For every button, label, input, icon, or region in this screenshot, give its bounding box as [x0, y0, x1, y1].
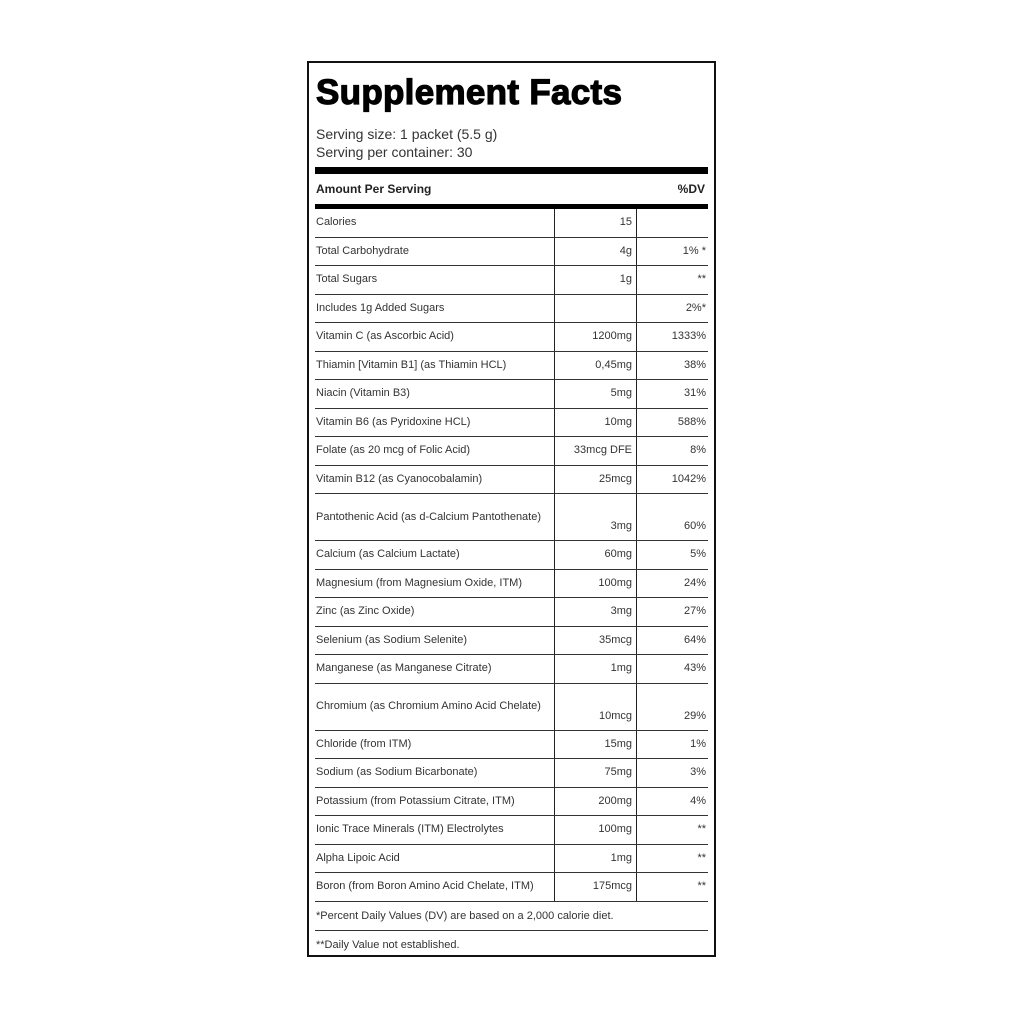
nutrient-name: Folate (as 20 mcg of Folic Acid): [315, 437, 555, 466]
nutrient-amount: 10mg: [555, 408, 637, 437]
nutrient-dv: 8%: [637, 437, 709, 466]
table-row: [315, 494, 708, 541]
serving-size: Serving size: 1 packet (5.5 g): [316, 126, 498, 142]
nutrient-dv: **: [637, 816, 709, 845]
nutrient-name: Alpha Lipoic Acid: [315, 844, 555, 873]
table-row: [315, 598, 708, 627]
nutrient-name: Potassium (from Potassium Citrate, ITM): [315, 787, 555, 816]
nutrient-name: Vitamin B6 (as Pyridoxine HCL): [315, 408, 555, 437]
table-row: [315, 844, 708, 873]
nutrient-name: Magnesium (from Magnesium Oxide, ITM): [315, 569, 555, 598]
table-header: [315, 174, 708, 204]
table-row: [315, 408, 708, 437]
nutrient-dv: 1042%: [637, 465, 709, 494]
nutrient-name: Boron (from Boron Amino Acid Chelate, ITM): [315, 873, 555, 902]
amount-per-serving-heading: Amount Per Serving: [316, 182, 432, 196]
nutrient-amount: 15mg: [555, 730, 637, 759]
nutrient-name: Niacin (Vitamin B3): [315, 380, 555, 409]
table-row: [315, 655, 708, 684]
nutrient-dv: 38%: [637, 351, 709, 380]
nutrient-dv: **: [637, 844, 709, 873]
nutrient-dv: 588%: [637, 408, 709, 437]
nutrient-amount: 1200mg: [555, 323, 637, 352]
nutrient-name: Sodium (as Sodium Bicarbonate): [315, 759, 555, 788]
nutrient-name: Total Carbohydrate: [315, 237, 555, 266]
table-row: [315, 730, 708, 759]
table-row: [315, 437, 708, 466]
nutrient-amount: 175mcg: [555, 873, 637, 902]
nutrient-amount: 75mg: [555, 759, 637, 788]
nutrient-amount: 10mcg: [555, 683, 637, 730]
nutrient-dv: 29%: [637, 683, 709, 730]
panel-title: Supplement Facts: [316, 73, 623, 112]
nutrient-dv: 1333%: [637, 323, 709, 352]
nutrient-dv: 5%: [637, 541, 709, 570]
nutrient-amount: 3mg: [555, 494, 637, 541]
nutrient-amount: 25mcg: [555, 465, 637, 494]
table-row: [315, 816, 708, 845]
nutrient-amount: 1mg: [555, 844, 637, 873]
nutrient-amount: 200mg: [555, 787, 637, 816]
nutrient-dv: 24%: [637, 569, 709, 598]
table-row: [315, 351, 708, 380]
nutrient-amount: 0,45mg: [555, 351, 637, 380]
table-row: [315, 787, 708, 816]
nutrient-dv: 1% *: [637, 237, 709, 266]
nutrient-amount: 100mg: [555, 816, 637, 845]
nutrient-name: Chromium (as Chromium Amino Acid Chelate): [315, 683, 555, 730]
dv-heading: %DV: [677, 182, 705, 196]
footnote-dv-not-established: **Daily Value not established.: [316, 938, 460, 951]
nutrient-name: Calories: [315, 209, 555, 237]
nutrient-dv: 2%*: [637, 294, 709, 323]
nutrient-name: Vitamin C (as Ascorbic Acid): [315, 323, 555, 352]
table-row: [315, 626, 708, 655]
supplement-facts-panel: [307, 61, 716, 957]
table-row: [315, 266, 708, 295]
table-row: [315, 873, 708, 902]
nutrient-amount: 33mcg DFE: [555, 437, 637, 466]
nutrient-dv: 4%: [637, 787, 709, 816]
table-row: [315, 465, 708, 494]
nutrient-name: Pantothenic Acid (as d-Calcium Pantothenate): [315, 494, 555, 541]
nutrient-dv: **: [637, 266, 709, 295]
nutrient-name: Calcium (as Calcium Lactate): [315, 541, 555, 570]
table-row: [315, 380, 708, 409]
footnote-dv-basis: *Percent Daily Values (DV) are based on a 2,000 calorie diet.: [315, 902, 708, 931]
nutrient-amount: 100mg: [555, 569, 637, 598]
table-row: [315, 294, 708, 323]
nutrient-dv: 1%: [637, 730, 709, 759]
nutrient-name: Ionic Trace Minerals (ITM) Electrolytes: [315, 816, 555, 845]
nutrient-amount: 5mg: [555, 380, 637, 409]
nutrient-amount: 1mg: [555, 655, 637, 684]
table-row: [315, 683, 708, 730]
nutrient-amount: [555, 294, 637, 323]
nutrient-name: Includes 1g Added Sugars: [315, 294, 555, 323]
table-row: [315, 541, 708, 570]
nutrient-name: Zinc (as Zinc Oxide): [315, 598, 555, 627]
nutrient-amount: 4g: [555, 237, 637, 266]
nutrient-dv: 31%: [637, 380, 709, 409]
thick-divider: [315, 167, 708, 174]
nutrient-amount: 3mg: [555, 598, 637, 627]
nutrient-amount: 60mg: [555, 541, 637, 570]
nutrient-table: [315, 209, 708, 902]
nutrient-name: Chloride (from ITM): [315, 730, 555, 759]
table-row: [315, 569, 708, 598]
nutrient-dv: **: [637, 873, 709, 902]
nutrient-dv: 27%: [637, 598, 709, 627]
table-row: [315, 323, 708, 352]
nutrient-name: Vitamin B12 (as Cyanocobalamin): [315, 465, 555, 494]
nutrient-amount: 35mcg: [555, 626, 637, 655]
nutrient-name: Thiamin [Vitamin B1] (as Thiamin HCL): [315, 351, 555, 380]
table-row: [315, 209, 708, 237]
nutrient-amount: 15: [555, 209, 637, 237]
nutrient-dv: [637, 209, 709, 237]
serving-info: [316, 125, 708, 161]
table-row: [315, 759, 708, 788]
nutrient-dv: 64%: [637, 626, 709, 655]
nutrient-name: Selenium (as Sodium Selenite): [315, 626, 555, 655]
nutrient-amount: 1g: [555, 266, 637, 295]
nutrient-dv: 60%: [637, 494, 709, 541]
nutrient-dv: 43%: [637, 655, 709, 684]
nutrient-name: Total Sugars: [315, 266, 555, 295]
nutrient-name: Manganese (as Manganese Citrate): [315, 655, 555, 684]
servings-per-container: Serving per container: 30: [316, 144, 473, 160]
table-row: [315, 237, 708, 266]
nutrient-dv: 3%: [637, 759, 709, 788]
